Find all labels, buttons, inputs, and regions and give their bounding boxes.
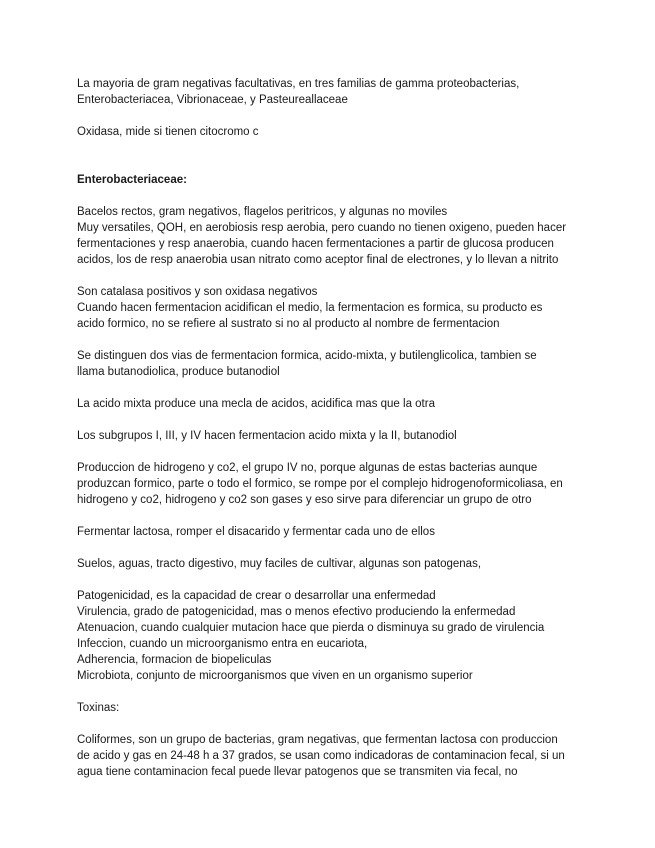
paragraph-vias-fermentacion: Se distinguen dos vias de fermentacion formica, acido-mixta, y butilenglicolica, tambien se llama butanodiolica, produce butanodiol [77, 350, 537, 378]
paragraph-habitat: Suelos, aguas, tracto digestivo, muy faciles de cultivar, algunas son patogenas, [77, 558, 482, 570]
paragraph-hidrogeno: Produccion de hidrogeno y co2, el grupo IV no, porque algunas de estas bacterias aunque produzcan formico, parte o todo el formico, se rompe por el complejo hidrogenoformicoliasa, en hidrogeno y co2, hidrogeno y co2 son gases y eso sirve para diferenciar un grupo de otro [77, 462, 563, 506]
document-body [77, 76, 587, 796]
paragraph-catalasa: Son catalasa positivos y son oxidasa negativos Cuando hacen fermentacion acidifican el medio, la fermentacion es formica, su producto es acido formico, no se refiere al sustrato si no al producto al nombre de fermentacion [77, 286, 543, 330]
paragraph-gram-negativas: La mayoria de gram negativas facultativas, en tres familias de gamma proteobacterias, Enterobacteriacea, Vibrionaceae, y Pasteureallaceae [77, 78, 520, 106]
paragraph-coliformes: Coliformes, son un grupo de bacterias, gram negativas, que fermentan lactosa con produccion de acido y gas en 24-48 h a 37 grados, se usan como indicadoras de contaminacion fecal, si un agua tiene contaminacion fecal puede llevar patogenos que se transmiten via fecal, no [77, 734, 565, 778]
paragraph-toxinas: Toxinas: [77, 702, 120, 714]
section-heading: Enterobacteriaceae: [77, 174, 187, 186]
paragraph-enterobacteriaceae: Bacelos rectos, gram negativos, flagelos peritricos, y algunas no moviles Muy versatiles, QOH, en aerobiosis resp aerobia, pero cuando no tienen oxigeno, pueden hacer fermentaciones y resp anaerobia, cuando hacen fermentaciones a partir de glucosa producen acidos, los de resp anaerobia usan nitrato como aceptor final de electrones, y lo llevan a nitrito [77, 206, 567, 266]
paragraph-acido-mixta: La acido mixta produce una mecla de acidos, acidifica mas que la otra [77, 398, 435, 410]
paragraph-definiciones: Patogenicidad, es la capacidad de crear o desarrollar una enfermedad Virulencia, grado de patogenicidad, mas o menos efectivo produciendo la enfermedad Atenuacion, cuando cualquier mutacion hace que pierda o disminuya su grado de virulencia Infeccion, cuando un microorganismo entra en eucariota, Adherencia, formacion de biopeliculas Microbiota, conjunto de microorganismos que viven en un organismo superior [77, 590, 545, 682]
paragraph-oxidasa: Oxidasa, mide si tienen citocromo c [77, 126, 259, 138]
paragraph-subgrupos: Los subgrupos I, III, y IV hacen fermentacion acido mixta y la II, butanodiol [77, 430, 457, 442]
paragraph-lactosa: Fermentar lactosa, romper el disacarido y fermentar cada uno de ellos [77, 526, 435, 538]
section-enterobacteriaceae [77, 156, 587, 268]
